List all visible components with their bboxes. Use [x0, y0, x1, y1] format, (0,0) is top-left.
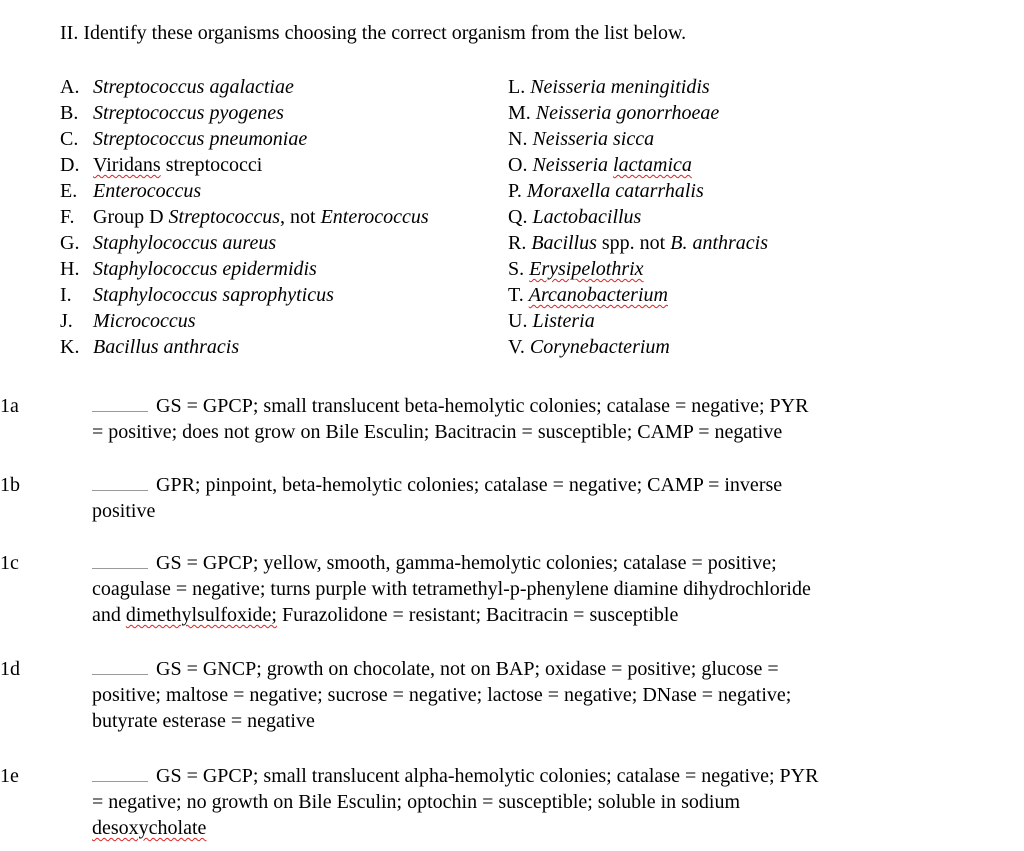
- question-1e: GS = GPCP; small translucent alpha-hemolytic colonies; catalase = negative; PYR = negative; no growth on Bile Esculin; optochin = susceptible; soluble in sodium desoxycholate: [92, 765, 819, 839]
- option-v: V. Corynebacterium: [508, 336, 670, 358]
- option-i: I. Staphylococcus saprophyticus: [60, 284, 334, 306]
- answer-blank[interactable]: [92, 658, 148, 675]
- option-o-text: Neisseria lactamica: [532, 154, 692, 176]
- spellcheck-word: Viridans: [93, 154, 161, 176]
- option-g: G. Staphylococcus aureus: [60, 232, 277, 254]
- option-q: Q. Lactobacillus: [508, 206, 642, 228]
- option-n: N. Neisseria sicca: [508, 128, 655, 150]
- question-number: 1e: [0, 765, 19, 787]
- option-a: A. Streptococcus agalactiae: [60, 76, 294, 98]
- question-1b: GPR; pinpoint, beta-hemolytic colonies; catalase = negative; CAMP = inverse positive: [92, 474, 783, 522]
- answer-blank[interactable]: [92, 765, 148, 782]
- option-k: K. Bacillus anthracis: [60, 336, 240, 358]
- organism-list-right: [508, 74, 768, 360]
- option-d: D. Viridans streptococci: [60, 154, 263, 176]
- question-number: 1d: [0, 658, 20, 680]
- option-f: F. Group D Streptococcus, not Enterococcus: [60, 206, 429, 228]
- option-p: P. Moraxella catarrhalis: [508, 180, 704, 202]
- option-t: T. Arcanobacterium: [508, 284, 668, 306]
- option-m: M. Neisseria gonorrhoeae: [508, 102, 720, 124]
- option-e: E. Enterococcus: [60, 180, 202, 202]
- option-b: B. Streptococcus pyogenes: [60, 102, 284, 124]
- option-r: R. Bacillus spp. not B. anthracis: [508, 232, 769, 254]
- question-1d: GS = GNCP; growth on chocolate, not on BAP; oxidase = positive; glucose = positive; maltose = negative; sucrose = negative; lactose = negative; DNase = negative; butyrate esterase = negative: [92, 658, 792, 732]
- page-title: II. Identify these organisms choosing the correct organism from the list below.: [60, 22, 687, 44]
- organism-list-left: [60, 74, 429, 360]
- option-u: U. Listeria: [508, 310, 595, 332]
- option-j: J. Micrococcus: [60, 310, 196, 332]
- question-number: 1a: [0, 395, 19, 417]
- question-1c: GS = GPCP; yellow, smooth, gamma-hemolytic colonies; catalase = positive; coagulase = negative; turns purple with tetramethyl-p-phenylene diamine dihydrochloride and dimethylsulfoxide; Furazolidone = resistant; Bacitracin = susceptible: [92, 552, 811, 626]
- question-number: 1b: [0, 474, 20, 496]
- option-l: L. Neisseria meningitidis: [508, 76, 710, 98]
- question-number: 1c: [0, 552, 19, 574]
- answer-blank[interactable]: [92, 395, 148, 412]
- option-s: S. Erysipelothrix: [508, 258, 644, 280]
- answer-blank[interactable]: [92, 552, 148, 569]
- option-h: H. Staphylococcus epidermidis: [60, 258, 317, 280]
- answer-blank[interactable]: [92, 474, 148, 491]
- option-c: C. Streptococcus pneumoniae: [60, 128, 308, 150]
- option-o: O. Neisseria lactamica: [508, 154, 692, 176]
- option-d-text: Viridans streptococci: [93, 154, 263, 176]
- question-1a: GS = GPCP; small translucent beta-hemolytic colonies; catalase = negative; PYR = positive; does not grow on Bile Esculin; Bacitracin = susceptible; CAMP = negative: [92, 395, 809, 443]
